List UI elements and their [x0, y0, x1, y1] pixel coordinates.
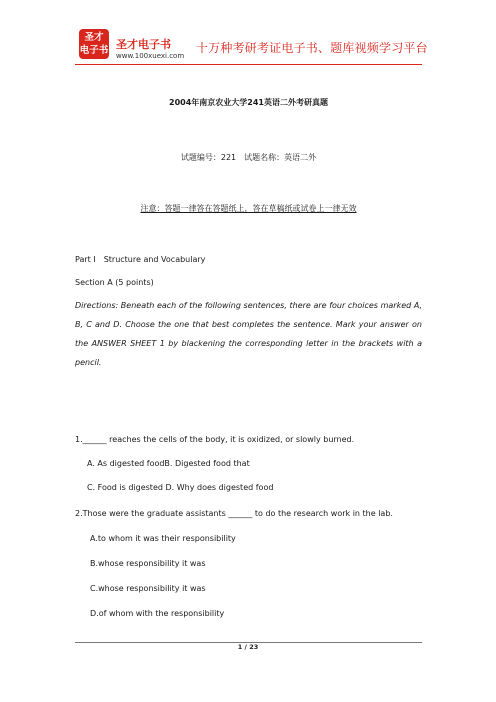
question-option: A.to whom it was their responsibility [90, 534, 236, 543]
brand-name: 圣才电子书 [116, 38, 171, 51]
header-slogan: 十万种考研考证电子书、题库视频学习平台 [196, 41, 428, 55]
header-divider [75, 64, 422, 65]
question-option: B.whose responsibility it was [90, 559, 206, 568]
question-option: A. As digested foodB. Digested food that [87, 459, 250, 468]
question-option: C. Food is digested D. Why does digested food [87, 483, 274, 492]
section-heading: Section A (5 points) [75, 278, 154, 287]
exam-meta: 试题编号：221 试题名称：英语二外 [180, 153, 317, 162]
brand-logo [79, 29, 109, 59]
logo-text-top: 圣才 [84, 32, 104, 43]
question-option: D.of whom with the responsibility [90, 609, 225, 618]
page-header [0, 0, 496, 66]
question-option: C.whose responsibility it was [90, 584, 206, 593]
question-stem: 2.Those were the graduate assistants ______ to do the research work in the lab. [75, 509, 393, 518]
page-number: 1 / 23 [237, 643, 259, 651]
question-stem: 1.______ reaches the cells of the body, it is oxidized, or slowly burned. [75, 435, 355, 444]
logo-text-bottom: 电子书 [79, 45, 109, 56]
directions-paragraph: Directions: Beneath each of the following sentences, there are four choices marked A, B, C and D. Choose the one that best completes the sentence. Mark your answer on the ANSWER SHEET 1 by blackening the corresponding letter in the brackets with a pencil. [75, 301, 422, 367]
part-heading: Part I Structure and Vocabulary [75, 255, 206, 264]
exam-notice: 注意：答题一律答在答题纸上，答在草稿纸或试卷上一律无效 [140, 204, 357, 213]
brand-url[interactable]: www.100xuexi.com [116, 52, 185, 60]
document-title: 2004年南京农业大学241英语二外考研真题 [169, 98, 328, 107]
